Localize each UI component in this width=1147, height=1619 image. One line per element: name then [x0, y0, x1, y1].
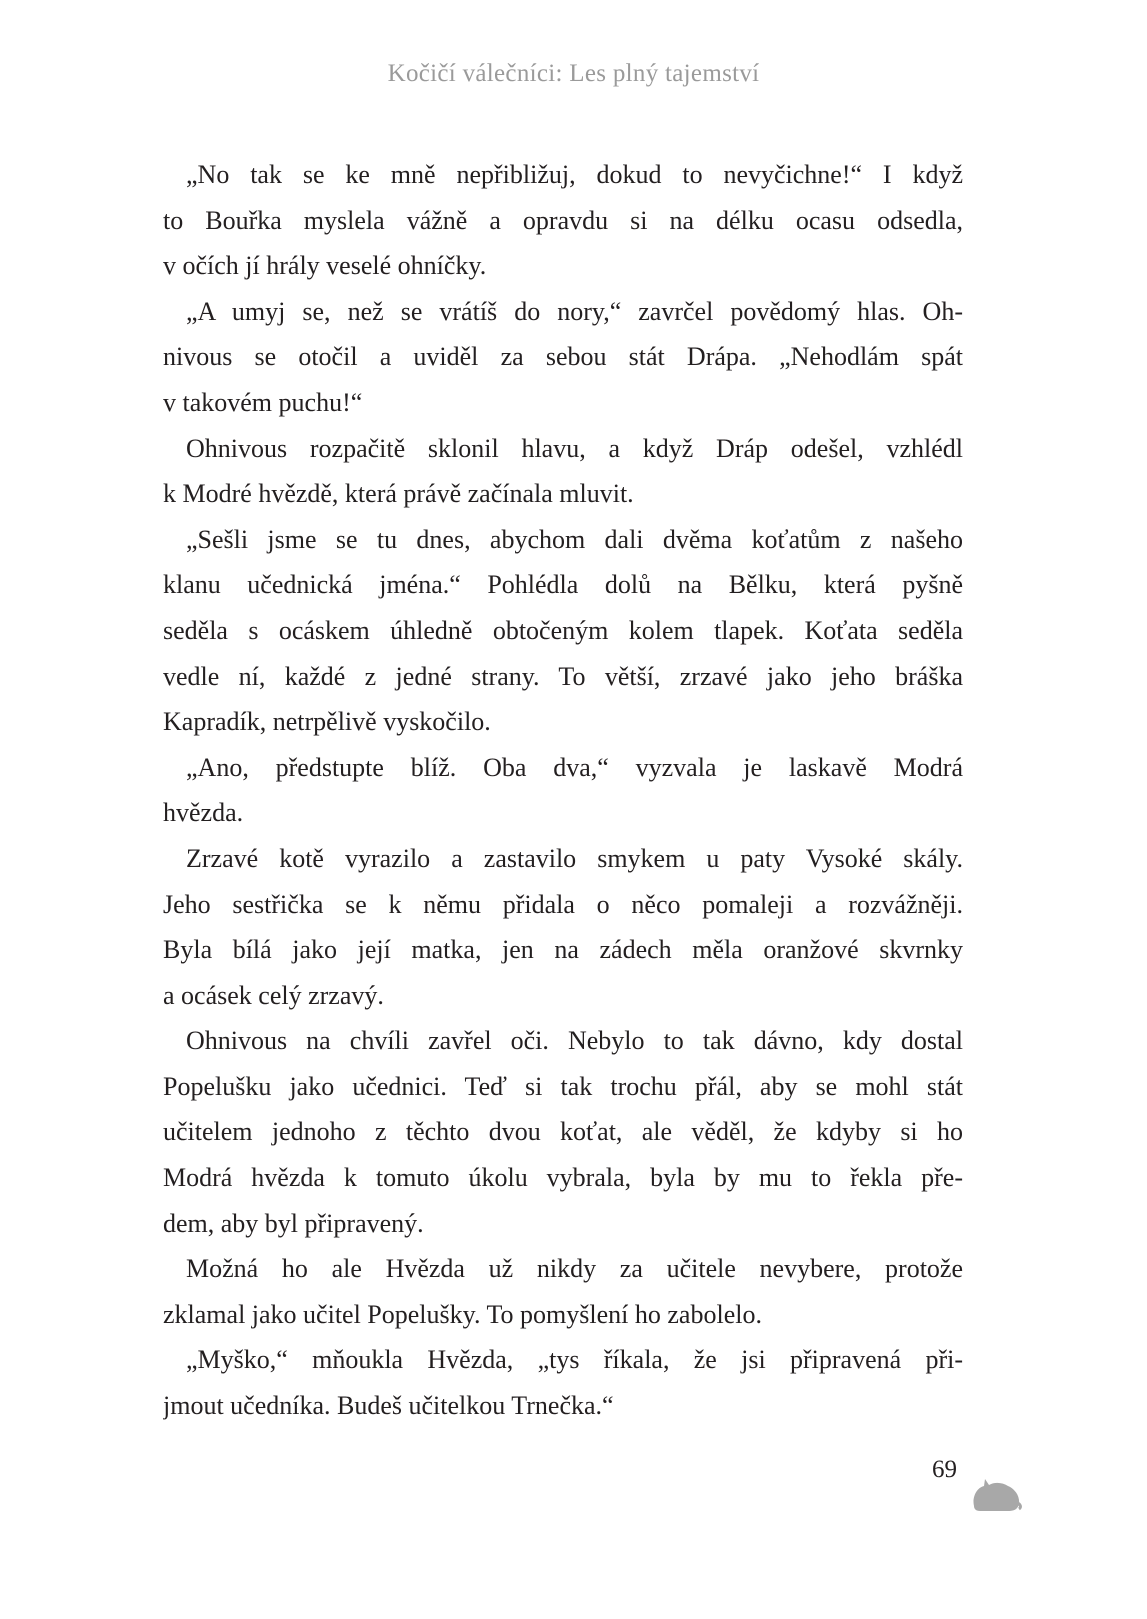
text-line: Byla bílá jako její matka, jen na zádech měla oranžové skvrnky — [163, 935, 963, 965]
running-header: Kočičí válečníci: Les plný tajemství — [387, 60, 760, 87]
text-line: Jeho sestřička se k němu přidala o něco pomaleji a rozvážněji. — [163, 889, 963, 919]
paragraph — [163, 517, 963, 745]
text-line: učitelem jednoho z těchto dvou koťat, ale věděl, že kdyby si ho — [163, 1117, 963, 1147]
paragraph — [163, 152, 963, 289]
text-line: k Modré hvězdě, která právě začínala mluvit. — [163, 479, 634, 509]
paragraph — [163, 1337, 963, 1428]
text-line: v takovém puchu!“ — [163, 387, 363, 417]
text-line: „A umyj se, než se vrátíš do nory,“ zavrčel povědomý hlas. Oh- — [186, 296, 963, 326]
paragraph — [163, 426, 963, 517]
text-line: seděla s ocáskem úhledně obtočeným kolem tlapek. Koťata seděla — [163, 615, 963, 645]
text-line: hvězda. — [163, 798, 244, 828]
text-line: v očích jí hrály veselé ohníčky. — [163, 251, 487, 281]
text-line: a ocásek celý zrzavý. — [163, 980, 384, 1010]
paragraph — [163, 289, 963, 426]
text-line: vedle ní, každé z jedné strany. To větší, zrzavé jako jeho bráška — [163, 661, 963, 691]
body-text — [163, 152, 963, 1429]
text-line: to Bouřka myslela vážně a opravdu si na délku ocasu odsedla, — [163, 205, 963, 235]
text-line: „Ano, předstupte blíž. Oba dva,“ vyzvala je laskavě Modrá — [186, 752, 963, 782]
text-line: nivous se otočil a uviděl za sebou stát Drápa. „Nehodlám spát — [163, 342, 963, 372]
text-line: Popelušku jako učednici. Teď si tak trochu přál, aby se mohl stát — [163, 1071, 963, 1101]
text-line: Ohnivous rozpačitě sklonil hlavu, a když Dráp odešel, vzhlédl — [186, 433, 963, 463]
paragraph — [163, 745, 963, 836]
page-number: 69 — [932, 1456, 957, 1483]
text-line: zklamal jako učitel Popelušky. To pomyšlení ho zabolelo. — [163, 1299, 762, 1329]
text-line: Možná ho ale Hvězda už nikdy za učitele nevybere, protože — [186, 1254, 963, 1284]
text-line: Ohnivous na chvíli zavřel oči. Nebylo to tak dávno, kdy dostal — [186, 1026, 963, 1056]
text-line: jmout učedníka. Budeš učitelkou Trnečka.“ — [163, 1391, 614, 1421]
text-line: dem, aby byl připravený. — [163, 1208, 424, 1238]
cat-silhouette-icon — [970, 1476, 1022, 1512]
text-line: „No tak se ke mně nepřibližuj, dokud to nevyčichne!“ I když — [186, 160, 963, 189]
paragraph — [163, 1018, 963, 1246]
text-line: Modrá hvězda k tomuto úkolu vybrala, byla by mu to řekla pře- — [163, 1163, 963, 1193]
text-line: klanu učednická jména.“ Pohlédla dolů na Bělku, která pyšně — [163, 570, 963, 600]
text-line: Kapradík, netrpělivě vyskočilo. — [163, 707, 491, 737]
text-line: „Myško,“ mňoukla Hvězda, „tys říkala, že jsi připravená při- — [186, 1345, 963, 1375]
text-line: „Sešli jsme se tu dnes, abychom dali dvěma koťatům z našeho — [186, 524, 963, 554]
paragraph — [163, 1246, 963, 1337]
text-line: Zrzavé kotě vyrazilo a zastavilo smykem u paty Vysoké skály. — [186, 843, 963, 873]
paragraph — [163, 836, 963, 1018]
